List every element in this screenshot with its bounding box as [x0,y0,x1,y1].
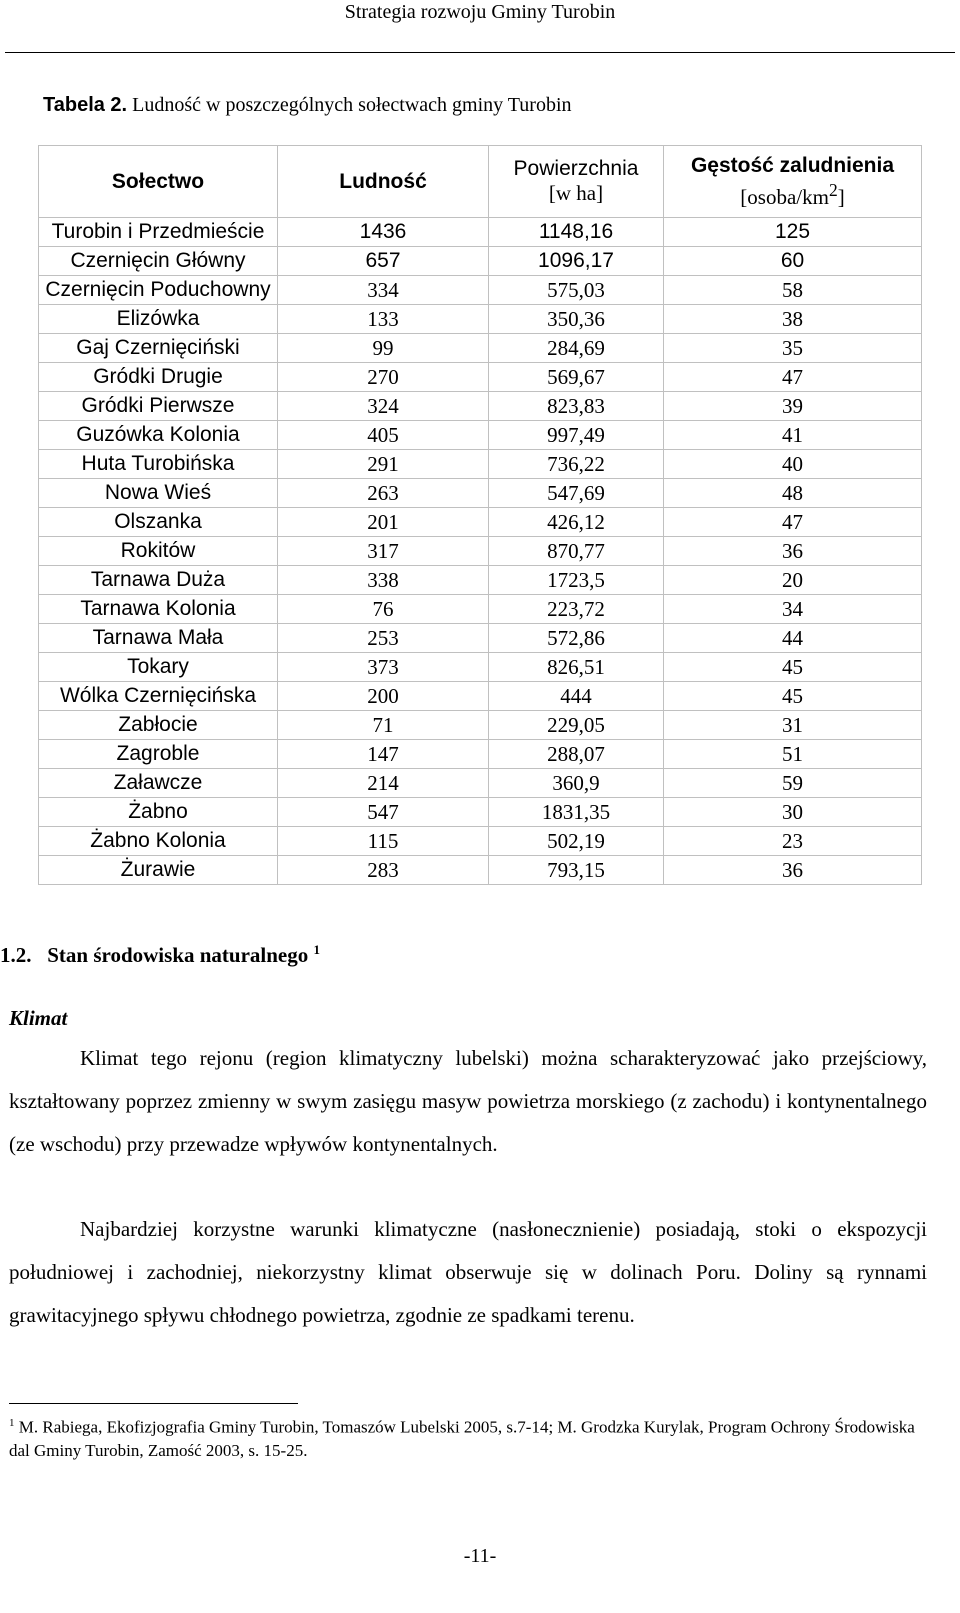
cell-solectwo: Olszanka [39,508,278,537]
cell-ludnosc: 547 [278,798,489,827]
cell-solectwo: Zagroble [39,740,278,769]
table-row [39,827,922,856]
cell-solectwo: Czernięcin Główny [39,247,278,276]
cell-ludnosc: 201 [278,508,489,537]
paragraph-2: Najbardziej korzystne warunki klimatyczne (nasłonecznienie) posiadają, stoki o ekspozycji południowej i zachodniej, niekorzystny klimat obserwuje się w dolinach Poru. Doliny są rynnami grawitacyjnego spływu chłodnego powietrza, zgodnie ze spadkami terenu. [9,1217,927,1327]
cell-powierzchnia: 350,36 [489,305,664,334]
cell-ludnosc: 253 [278,624,489,653]
table-caption [43,94,572,117]
cell-ludnosc: 1436 [278,218,489,247]
cell-ludnosc: 270 [278,363,489,392]
cell-gestosc: 125 [664,218,922,247]
cell-solectwo: Tarnawa Kolonia [39,595,278,624]
section-heading: 1.2. Stan środowiska naturalnego $^1$ [0,942,321,967]
cell-gestosc: 45 [664,682,922,711]
table-row [39,682,922,711]
footnote-marker: 1 [9,1417,15,1429]
cell-powierzchnia: 1148,16 [489,218,664,247]
cell-ludnosc: 657 [278,247,489,276]
cell-powierzchnia: 360,9 [489,769,664,798]
cell-gestosc: 34 [664,595,922,624]
col-header-solectwo: Sołectwo [39,146,278,218]
cell-gestosc: 44 [664,624,922,653]
cell-ludnosc: 200 [278,682,489,711]
cell-powierzchnia: 736,22 [489,450,664,479]
table-row [39,566,922,595]
cell-solectwo: Gaj Czernięciński [39,334,278,363]
cell-solectwo: Gródki Drugie [39,363,278,392]
cell-gestosc: 23 [664,827,922,856]
table-row [39,392,922,421]
cell-solectwo: Tarnawa Mała [39,624,278,653]
cell-ludnosc: 317 [278,537,489,566]
cell-solectwo: Tarnawa Duża [39,566,278,595]
cell-powierzchnia: 547,69 [489,479,664,508]
table-caption-text: Ludność w poszczególnych sołectwach gminy Turobin [127,94,572,116]
population-table [38,145,922,885]
cell-solectwo: Żurawie [39,856,278,885]
cell-powierzchnia: 1096,17 [489,247,664,276]
table-row [39,595,922,624]
cell-gestosc: 48 [664,479,922,508]
cell-powierzchnia: 502,19 [489,827,664,856]
header-rule [5,52,955,53]
table-header-row [39,146,922,218]
cell-powierzchnia: 288,07 [489,740,664,769]
table-row [39,537,922,566]
table-row [39,711,922,740]
table-row [39,450,922,479]
table-row [39,247,922,276]
cell-powierzchnia: 1831,35 [489,798,664,827]
table-row [39,624,922,653]
cell-gestosc: 60 [664,247,922,276]
cell-solectwo: Żabno [39,798,278,827]
cell-solectwo: Gródki Pierwsze [39,392,278,421]
cell-solectwo: Załawcze [39,769,278,798]
paragraph-1: Klimat tego rejonu (region klimatyczny lubelski) można scharakteryzować jako przejściowy, kształtowany poprzez zmienny w swym zasięgu masyw powietrza morskiego (z zachodu) i kontynentalnego (ze wschodu) przy przewadze wpływów kontynentalnych. [9,1046,927,1156]
cell-solectwo: Nowa Wieś [39,479,278,508]
cell-powierzchnia: 575,03 [489,276,664,305]
cell-ludnosc: 115 [278,827,489,856]
cell-gestosc: 47 [664,508,922,537]
cell-ludnosc: 334 [278,276,489,305]
cell-solectwo: Czernięcin Poduchowny [39,276,278,305]
cell-gestosc: 38 [664,305,922,334]
cell-ludnosc: 214 [278,769,489,798]
table-row [39,769,922,798]
cell-powierzchnia: 229,05 [489,711,664,740]
table-row [39,740,922,769]
footnote-ref: 1 [313,942,321,957]
table-row [39,508,922,537]
col-header-powierzchnia: Powierzchnia [w ha] [489,146,664,218]
cell-solectwo: Elizówka [39,305,278,334]
cell-gestosc: 36 [664,856,922,885]
cell-powierzchnia: 823,83 [489,392,664,421]
table-row [39,421,922,450]
cell-powierzchnia: 223,72 [489,595,664,624]
footnote-text: M. Rabiega, Ekofizjografia Gminy Turobin, Tomaszów Lubelski 2005, s.7-14; M. Grodzka Kurylak, Program Ochrony Środowiska dal Gminy Turobin, Zamość 2003, s. 15-25. [9,1417,915,1460]
cell-powierzchnia: 569,67 [489,363,664,392]
cell-ludnosc: 76 [278,595,489,624]
table-caption-label: Tabela 2. [43,94,128,116]
footnote [9,1412,927,1462]
table-row [39,856,922,885]
cell-solectwo: Huta Turobińska [39,450,278,479]
cell-ludnosc: 133 [278,305,489,334]
cell-powierzchnia: 284,69 [489,334,664,363]
table-row [39,363,922,392]
cell-solectwo: Żabno Kolonia [39,827,278,856]
table-row [39,479,922,508]
table-row [39,218,922,247]
cell-solectwo: Tokary [39,653,278,682]
cell-gestosc: 35 [664,334,922,363]
subheading-klimat: Klimat [9,1006,68,1030]
cell-gestosc: 40 [664,450,922,479]
cell-powierzchnia: 870,77 [489,537,664,566]
cell-ludnosc: 99 [278,334,489,363]
table-row [39,653,922,682]
cell-gestosc: 47 [664,363,922,392]
cell-powierzchnia: 444 [489,682,664,711]
cell-gestosc: 58 [664,276,922,305]
cell-solectwo: Zabłocie [39,711,278,740]
cell-ludnosc: 291 [278,450,489,479]
cell-ludnosc: 147 [278,740,489,769]
cell-ludnosc: 263 [278,479,489,508]
cell-powierzchnia: 826,51 [489,653,664,682]
cell-solectwo: Rokitów [39,537,278,566]
cell-ludnosc: 324 [278,392,489,421]
table-body [39,218,922,885]
cell-gestosc: 41 [664,421,922,450]
cell-solectwo: Turobin i Przedmieście [39,218,278,247]
running-header: Strategia rozwoju Gminy Turobin [344,1,616,23]
footnote-rule [9,1403,298,1404]
cell-ludnosc: 338 [278,566,489,595]
cell-powierzchnia: 793,15 [489,856,664,885]
cell-ludnosc: 405 [278,421,489,450]
cell-ludnosc: 373 [278,653,489,682]
col-header-gestosc: Gęstość zaludnienia $[osoba/km^2]$ [664,146,922,218]
cell-powierzchnia: 572,86 [489,624,664,653]
cell-powierzchnia: 426,12 [489,508,664,537]
cell-powierzchnia: 997,49 [489,421,664,450]
table-row [39,305,922,334]
table-row [39,798,922,827]
cell-gestosc: 39 [664,392,922,421]
col-header-ludnosc: Ludność [278,146,489,218]
page-number: -11- [463,1545,497,1567]
cell-gestosc: 20 [664,566,922,595]
cell-gestosc: 59 [664,769,922,798]
cell-powierzchnia: 1723,5 [489,566,664,595]
cell-ludnosc: 283 [278,856,489,885]
cell-gestosc: 31 [664,711,922,740]
cell-ludnosc: 71 [278,711,489,740]
table-row [39,276,922,305]
table-row [39,334,922,363]
cell-gestosc: 51 [664,740,922,769]
cell-gestosc: 36 [664,537,922,566]
cell-gestosc: 30 [664,798,922,827]
cell-solectwo: Wólka Czernięcińska [39,682,278,711]
cell-solectwo: Guzówka Kolonia [39,421,278,450]
cell-gestosc: 45 [664,653,922,682]
